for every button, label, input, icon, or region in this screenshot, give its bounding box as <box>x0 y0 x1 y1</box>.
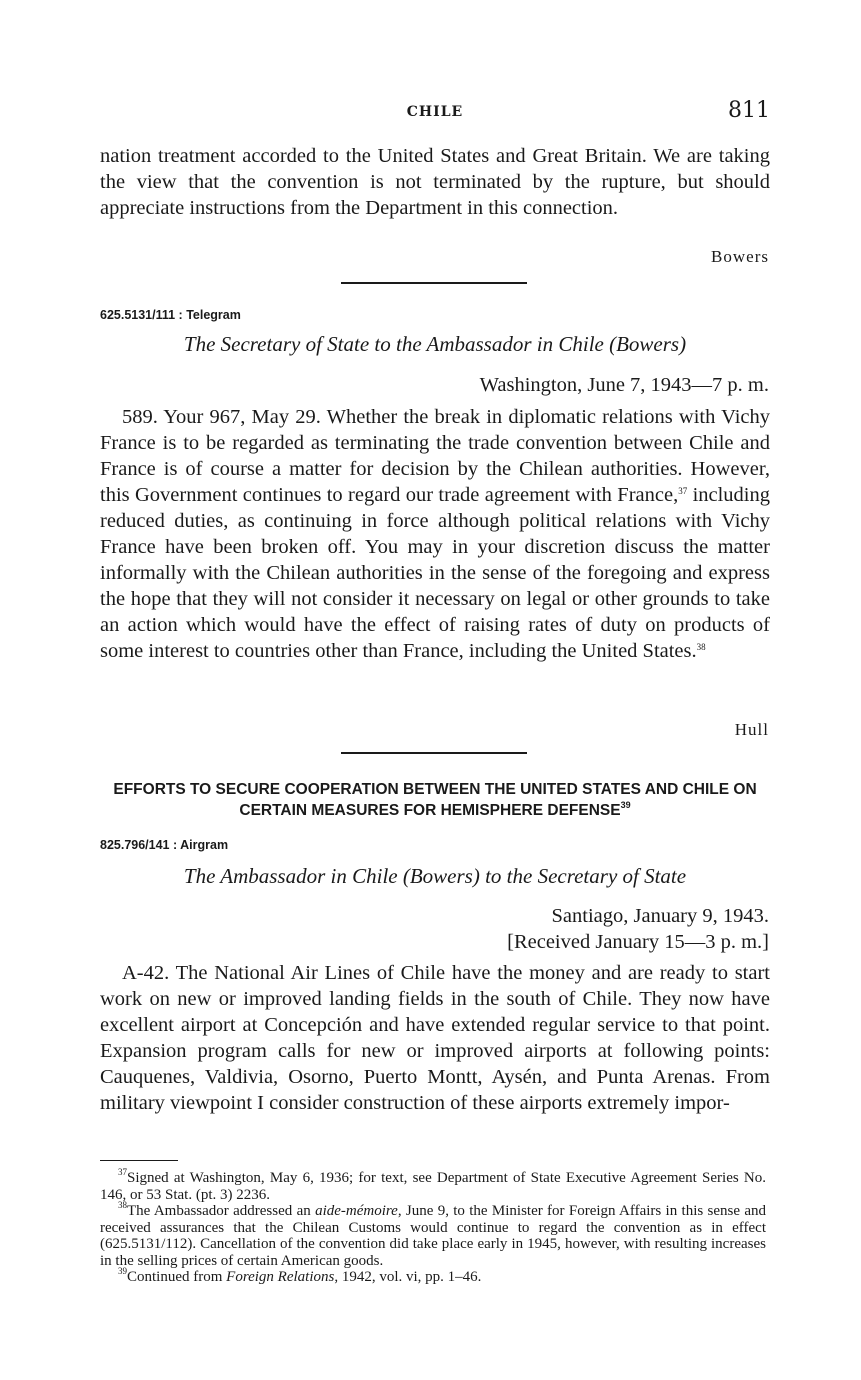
footnote-text-pre: The Ambassador addressed an <box>127 1203 316 1219</box>
footnote-marker: 39 <box>118 1266 127 1276</box>
airgram-paragraph: A-42. The National Air Lines of Chile have the money and are ready to start work on new or improved landing fields in the south of Chile. They now have excellent airport at Concepción and have extended regular service to that point. Expansion program calls for new or improved airports at following points: Cauquenes, Valdivia, Osorno, Puerto Montt, Aysén, and Punta Arenas. From military viewpoint I consider construction of these airports extremely impor- <box>100 962 770 1114</box>
separator-rule <box>341 282 527 284</box>
signature-hull: Hull <box>734 720 769 739</box>
running-title: CHILE <box>406 104 464 120</box>
file-number: 625.5131/111 : Telegram <box>100 308 241 322</box>
page-number: 811 <box>728 98 770 123</box>
dateline: Santiago, January 9, 1943. <box>551 905 769 927</box>
telegram-text-part1: 589. Your 967, May 29. Whether the break in diplomatic relations with Vichy France is to be regarded as terminating the trade convention between Chile and France is of course a matter for decision by the Chilean authorities. However, this Government continues to regard our trade agreement with France, <box>100 406 770 506</box>
signature-bowers: Bowers <box>711 247 769 266</box>
footnote-text: , 1942, vol. vi, pp. 1–46. <box>334 1269 482 1285</box>
footnote-39 <box>100 1266 766 1286</box>
footnote-37 <box>100 1167 766 1203</box>
document-heading: The Secretary of State to the Ambassador in Chile (Bowers) <box>183 332 687 356</box>
footnote-38 <box>100 1200 766 1269</box>
footnote-rule <box>100 1160 178 1161</box>
airgram-body-block <box>100 960 770 1116</box>
telegram-text-part2: including reduced duties, as continuing in force although political relations with Vichy France have been broken off. You may in your discretion discuss the matter informally with the Chilean authorities in the sense of the foregoing and express the hope that they will not consider it necessary on legal or other grounds to take an action which would have the effect of raising rates of duty on products of some interest to countries other than France, including the United States. <box>100 484 770 662</box>
footnote-italic: Foreign Relations <box>226 1269 335 1285</box>
footnote-text: , June 9, to the Minister for Foreign Affairs in this sense and received assurances that the Chilean Customs would continue to regard the convention as in effect (625.5131/112). Cancellation of the convention did take place early in 1945, however, with resulting increases in the selling prices of certain American goods. <box>100 1203 766 1269</box>
dateline: Washington, June 7, 1943—7 p. m. <box>479 374 769 396</box>
footnotes <box>100 1167 766 1286</box>
footnote-italic: aide-mémoire <box>315 1203 398 1219</box>
received-line: [Received January 15—3 p. m.] <box>507 931 769 953</box>
telegram-paragraph <box>100 404 770 664</box>
continuation-block <box>100 143 770 221</box>
section-title <box>100 779 770 821</box>
file-number: 825.796/141 : Airgram <box>100 838 229 852</box>
footnote-ref-38: 38 <box>696 642 706 652</box>
footnote-marker: 38 <box>118 1200 127 1210</box>
telegram-body-block <box>100 404 770 664</box>
running-header <box>100 98 770 128</box>
footnote-marker: 37 <box>118 1167 127 1177</box>
document-heading: The Ambassador in Chile (Bowers) to the Secretary of State <box>183 864 687 888</box>
separator-rule <box>341 752 527 754</box>
footnote-text-pre: Continued from <box>127 1269 227 1285</box>
footnote-text: Signed at Washington, May 6, 1936; for text, see Department of State Executive Agreement Series No. 146, or 53 Stat. (pt. 3) 2236. <box>100 1170 766 1203</box>
footnote-ref-39: 39 <box>620 800 631 810</box>
section-title-text: EFFORTS TO SECURE COOPERATION BETWEEN THE UNITED STATES AND CHILE ON CERTAIN MEASURES FOR HEMISPHERE DEFENSE <box>113 781 757 819</box>
footnote-ref-37: 37 <box>678 486 688 496</box>
continuation-paragraph: nation treatment accorded to the United States and Great Britain. We are taking the view that the convention is not terminated by the rupture, but should appreciate instructions from the Department in this connection. <box>100 145 770 219</box>
